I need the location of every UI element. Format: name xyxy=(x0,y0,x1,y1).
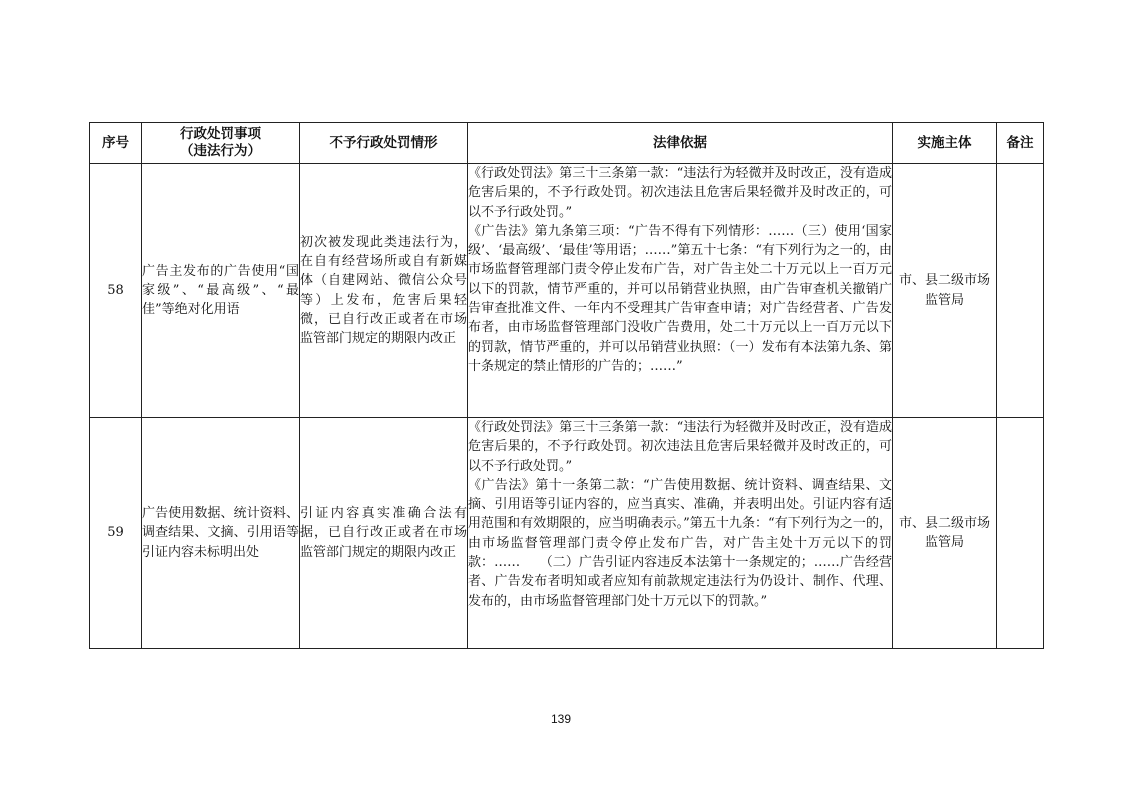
legal-basis-paragraph: 《行政处罚法》第三十三条第一款：“违法行为轻微并及时改正，没有造成危害后果的，不予行政处罚。初次违法且危害后果轻微并及时改正的，可以不予行政处罚。” xyxy=(468,420,892,474)
table-row xyxy=(90,418,1044,649)
legal-basis-paragraph: 《广告法》第九条第三项：“广告不得有下列情形：……（三）使用‘国家级’、‘最高级’、‘最佳’等用语；……”第五十七条：“有下列行为之一的，由市场监督管理部门责令停止发布广告，对广告主处二十万元以上一百万元以下的罚款，情节严重的，并可以吊销营业执照，由广告审查机关撤销广告审查批准文件、一年内不受理其广告审查申请；对广告经营者、广告发布者，由市场监督管理部门没收广告费用，处二十万元以上一百万元以下的罚款，情节严重的，并可以吊销营业执照：（一）发布有本法第九条、第十条规定的禁止情形的广告的；……” xyxy=(468,223,892,374)
no-penalty-condition: 引证内容真实准确合法有据，已自行改正或者在市场监管部门规定的期限内改正 xyxy=(300,418,468,649)
header-no: 序号 xyxy=(90,123,142,164)
header-basis: 法律依据 xyxy=(468,123,893,164)
header-note: 备注 xyxy=(997,123,1044,164)
legal-basis xyxy=(468,164,893,418)
legal-basis-paragraph: 《行政处罚法》第三十三条第一款：“违法行为轻微并及时改正，没有造成危害后果的，不予行政处罚。初次违法且危害后果轻微并及时改正的，可以不予行政处罚。” xyxy=(468,166,892,220)
page-number: 139 xyxy=(550,712,572,726)
no-penalty-condition: 初次被发现此类违法行为，在自有经营场所或自有新媒体（自建网站、微信公众号等）上发布，危害后果轻微，已自行改正或者在市场监管部门规定的期限内改正 xyxy=(300,164,468,418)
legal-basis-paragraph: 《广告法》第十一条第二款：“广告使用数据、统计资料、调查结果、文摘、引用语等引证内容的，应当真实、准确，并表明出处。引证内容有适用范围和有效期限的，应当明确表示。”第五十九条：“有下列行为之一的，由市场监督管理部门责令停止发布广告，对广告主处十万元以下的罚款：…… （二）广告引证内容违反本法第十一条规定的；……广告经营者、广告发布者明知或者应知有前款规定违法行为仍设计、制作、代理、发布的，由市场监督管理部门处十万元以下的罚款。” xyxy=(468,477,892,609)
header-condition: 不予行政处罚情形 xyxy=(300,123,468,164)
implementing-body: 市、县二级市场监管局 xyxy=(893,418,997,649)
table-row xyxy=(90,164,1044,418)
remarks xyxy=(997,164,1044,418)
legal-basis xyxy=(468,418,893,649)
penalty-item: 广告主发布的广告使用“国家级”、“最高级”、“最佳”等绝对化用语 xyxy=(142,164,300,418)
penalty-table xyxy=(89,122,1044,649)
header-org: 实施主体 xyxy=(893,123,997,164)
penalty-item: 广告使用数据、统计资料、调查结果、文摘、引用语等引证内容未标明出处 xyxy=(142,418,300,649)
implementing-body: 市、县二级市场监管局 xyxy=(893,164,997,418)
row-number: 59 xyxy=(90,418,142,649)
header-item xyxy=(142,123,300,164)
header-item-line1: 行政处罚事项 xyxy=(180,126,261,142)
remarks xyxy=(997,418,1044,649)
header-item-line2: （违法行为） xyxy=(180,143,261,159)
row-number: 58 xyxy=(90,164,142,418)
header-row xyxy=(90,123,1044,164)
